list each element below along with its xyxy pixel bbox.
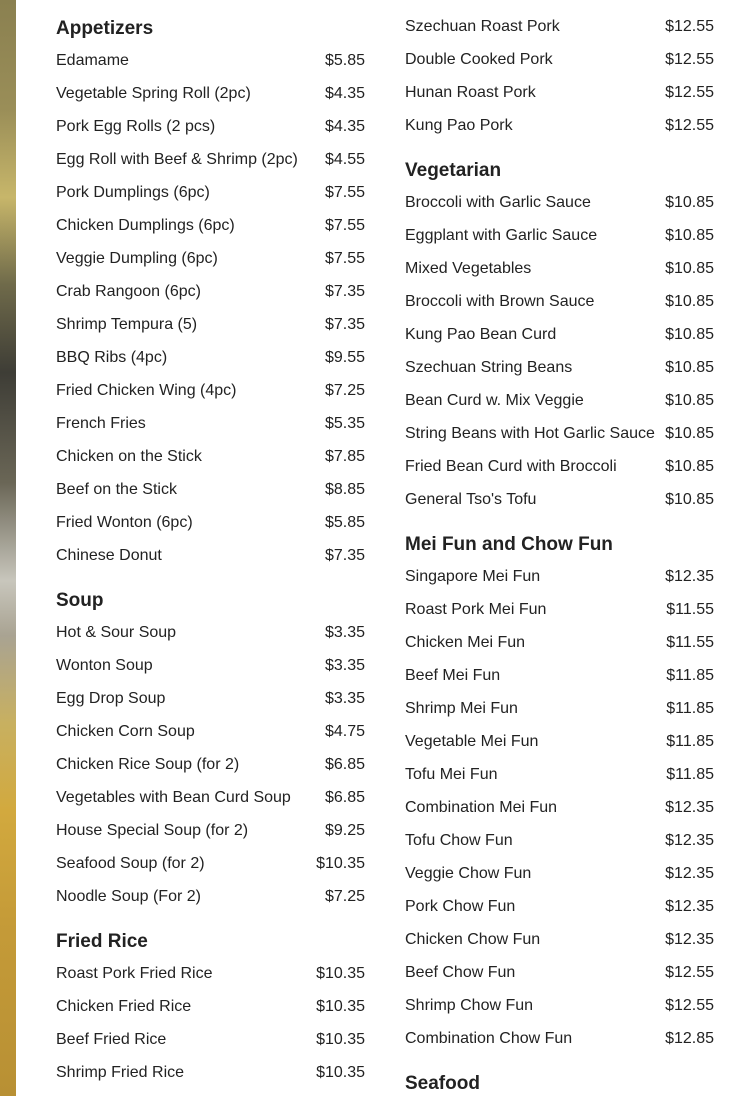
menu-item	[56, 77, 365, 110]
menu-item-name: Chicken Corn Soup	[56, 722, 195, 740]
menu-item	[56, 275, 365, 308]
menu-item-price: $6.85	[324, 755, 365, 773]
menu-item-name: Bean Curd w. Mix Veggie	[405, 391, 584, 409]
menu-item-price: $4.35	[324, 117, 365, 135]
menu-item-name: BBQ Ribs (4pc)	[56, 348, 168, 366]
menu-item	[405, 10, 714, 43]
menu-item-price: $12.55	[665, 116, 714, 134]
menu-item-price: $5.85	[324, 513, 365, 531]
menu-item-price: $12.85	[665, 1029, 714, 1047]
menu-item-price: $12.55	[665, 963, 714, 981]
menu-item	[405, 923, 714, 956]
menu-item-name: Veggie Chow Fun	[405, 864, 532, 882]
menu-page	[16, 0, 750, 1096]
menu-item-price: $10.35	[316, 1030, 365, 1048]
menu-item-name: Chicken Rice Soup (for 2)	[56, 755, 240, 773]
menu-item-name: Crab Rangoon (6pc)	[56, 282, 201, 300]
menu-item	[405, 560, 714, 593]
section-title: Seafood	[405, 1073, 480, 1094]
menu-item-price: $12.55	[665, 17, 714, 35]
menu-item-name: String Beans with Hot Garlic Sauce	[405, 424, 655, 442]
menu-item-name: Hot & Sour Soup	[56, 623, 177, 641]
menu-item-price: $7.35	[324, 282, 365, 300]
menu-item-name: Szechuan String Beans	[405, 358, 573, 376]
menu-item	[405, 626, 714, 659]
menu-item	[405, 109, 714, 142]
menu-item	[405, 76, 714, 109]
menu-item	[56, 616, 365, 649]
menu-item	[405, 450, 714, 483]
menu-item-name: Pork Egg Rolls (2 pcs)	[56, 117, 216, 135]
menu-item-name: Wonton Soup	[56, 656, 153, 674]
menu-item	[405, 791, 714, 824]
menu-item-price: $10.35	[316, 964, 365, 982]
section-title: Vegetarian	[405, 160, 502, 181]
menu-item-price: $6.85	[324, 788, 365, 806]
menu-item-price: $5.85	[324, 51, 365, 69]
menu-item	[405, 725, 714, 758]
menu-item	[56, 748, 365, 781]
menu-item-name: General Tso's Tofu	[405, 490, 537, 508]
menu-column-right	[405, 0, 714, 1099]
menu-item-name: Tofu Mei Fun	[405, 765, 498, 783]
menu-item-price: $7.25	[324, 381, 365, 399]
menu-item-price: $10.35	[316, 1063, 365, 1081]
menu-item-price: $11.85	[666, 765, 714, 783]
menu-item-price: $12.35	[665, 930, 714, 948]
menu-item-price: $7.55	[324, 216, 365, 234]
menu-item	[405, 318, 714, 351]
menu-item	[56, 990, 365, 1023]
section-spacer	[405, 0, 714, 10]
menu-item	[56, 781, 365, 814]
menu-item-price: $11.85	[666, 699, 714, 717]
menu-item-price: $12.35	[665, 831, 714, 849]
menu-item-price: $3.35	[324, 689, 365, 707]
menu-item	[56, 1056, 365, 1089]
menu-item	[56, 715, 365, 748]
menu-item-price: $10.85	[665, 193, 714, 211]
menu-item-price: $10.85	[665, 457, 714, 475]
menu-item-name: French Fries	[56, 414, 146, 432]
menu-item-price: $10.85	[665, 490, 714, 508]
section-title: Fried Rice	[56, 931, 148, 952]
menu-item-price: $12.35	[665, 798, 714, 816]
menu-item	[56, 539, 365, 572]
section-title: Soup	[56, 590, 104, 611]
menu-item-price: $7.35	[324, 546, 365, 564]
menu-item-price: $10.85	[665, 226, 714, 244]
menu-item-name: Vegetable Mei Fun	[405, 732, 539, 750]
menu-item-name: Chicken Fried Rice	[56, 997, 192, 1015]
menu-item-name: Combination Mei Fun	[405, 798, 558, 816]
menu-item-name: Chinese Donut	[56, 546, 162, 564]
menu-item	[56, 341, 365, 374]
menu-item	[405, 956, 714, 989]
menu-item	[56, 880, 365, 913]
menu-item-name: Fried Wonton (6pc)	[56, 513, 193, 531]
menu-item-price: $10.85	[665, 391, 714, 409]
section-title: Mei Fun and Chow Fun	[405, 534, 613, 555]
menu-item	[405, 989, 714, 1022]
menu-item	[56, 506, 365, 539]
menu-item	[56, 440, 365, 473]
menu-item	[56, 242, 365, 275]
menu-item-price: $12.55	[665, 50, 714, 68]
menu-item	[405, 890, 714, 923]
menu-item-name: Vegetables with Bean Curd Soup	[56, 788, 291, 806]
menu-item-price: $8.85	[324, 480, 365, 498]
menu-item	[405, 857, 714, 890]
menu-item-name: Beef Chow Fun	[405, 963, 516, 981]
menu-item-name: Singapore Mei Fun	[405, 567, 541, 585]
menu-item-name: Pork Chow Fun	[405, 897, 516, 915]
menu-section-vegetarian	[405, 156, 714, 516]
menu-item-name: Beef Fried Rice	[56, 1030, 167, 1048]
menu-item-name: Tofu Chow Fun	[405, 831, 513, 849]
menu-item-name: Shrimp Chow Fun	[405, 996, 534, 1014]
menu-item	[405, 43, 714, 76]
menu-item-price: $10.35	[316, 997, 365, 1015]
menu-item-name: Hunan Roast Pork	[405, 83, 536, 101]
menu-item-name: Egg Drop Soup	[56, 689, 166, 707]
menu-section-seafood	[405, 1069, 714, 1099]
menu-item-price: $7.25	[324, 887, 365, 905]
menu-item-price: $7.35	[324, 315, 365, 333]
menu-item-price: $11.85	[666, 666, 714, 684]
menu-item	[56, 649, 365, 682]
menu-item-price: $7.55	[324, 249, 365, 267]
menu-item-name: Double Cooked Pork	[405, 50, 553, 68]
menu-item-price: $3.35	[324, 656, 365, 674]
menu-item	[405, 593, 714, 626]
menu-item-price: $12.35	[665, 567, 714, 585]
menu-item-price: $10.85	[665, 259, 714, 277]
menu-item-name: Mixed Vegetables	[405, 259, 532, 277]
menu-item	[405, 219, 714, 252]
menu-item-name: Szechuan Roast Pork	[405, 17, 560, 35]
menu-item-name: Chicken Chow Fun	[405, 930, 541, 948]
menu-item-name: Fried Chicken Wing (4pc)	[56, 381, 237, 399]
menu-section-mei-fun-and-chow-fun	[405, 530, 714, 1055]
menu-item	[405, 1022, 714, 1055]
menu-item-name: Chicken on the Stick	[56, 447, 202, 465]
menu-item-price: $4.55	[324, 150, 365, 168]
menu-item	[405, 758, 714, 791]
menu-item-price: $12.55	[665, 996, 714, 1014]
menu-item-name: Vegetable Spring Roll (2pc)	[56, 84, 251, 102]
menu-item-name: Fried Bean Curd with Broccoli	[405, 457, 617, 475]
menu-item	[405, 252, 714, 285]
menu-item	[405, 417, 714, 450]
menu-item	[56, 814, 365, 847]
menu-item-name: Edamame	[56, 51, 129, 69]
menu-item	[405, 351, 714, 384]
menu-item-price: $11.55	[666, 600, 714, 618]
menu-section-appetizers	[56, 14, 365, 572]
menu-item-name: Roast Pork Mei Fun	[405, 600, 547, 618]
menu-item	[405, 824, 714, 857]
menu-section-soup	[56, 586, 365, 913]
menu-item-price: $9.55	[324, 348, 365, 366]
section-title: Appetizers	[56, 18, 154, 39]
menu-item-name: Kung Pao Pork	[405, 116, 513, 134]
menu-item-name: Broccoli with Garlic Sauce	[405, 193, 591, 211]
menu-item-name: Pork Dumplings (6pc)	[56, 183, 210, 201]
menu-item	[56, 308, 365, 341]
menu-item-name: Shrimp Mei Fun	[405, 699, 518, 717]
menu-item-price: $4.35	[324, 84, 365, 102]
background-photo-strip	[0, 0, 16, 1096]
menu-section-fried-rice	[56, 927, 365, 1089]
menu-item-name: Roast Pork Fried Rice	[56, 964, 213, 982]
menu-item	[56, 110, 365, 143]
menu-item-name: Broccoli with Brown Sauce	[405, 292, 595, 310]
menu-item	[405, 384, 714, 417]
menu-item-name: Beef on the Stick	[56, 480, 177, 498]
menu-item	[405, 483, 714, 516]
menu-item-name: Kung Pao Bean Curd	[405, 325, 557, 343]
menu-item-price: $9.25	[324, 821, 365, 839]
menu-item	[405, 186, 714, 219]
menu-item	[56, 176, 365, 209]
menu-item	[56, 209, 365, 242]
menu-item	[56, 374, 365, 407]
menu-item-price: $5.35	[324, 414, 365, 432]
menu-item-price: $10.85	[665, 424, 714, 442]
menu-item-name: Eggplant with Garlic Sauce	[405, 226, 598, 244]
menu-item	[56, 143, 365, 176]
menu-item	[405, 285, 714, 318]
menu-item	[56, 957, 365, 990]
menu-item-price: $12.35	[665, 864, 714, 882]
menu-item-price: $12.55	[665, 83, 714, 101]
menu-item	[56, 407, 365, 440]
menu-section-continued	[405, 0, 714, 142]
menu-item	[405, 692, 714, 725]
menu-item-name: Veggie Dumpling (6pc)	[56, 249, 218, 267]
menu-item-price: $10.85	[665, 292, 714, 310]
menu-item-price: $4.75	[324, 722, 365, 740]
menu-item-name: Seafood Soup (for 2)	[56, 854, 205, 872]
menu-item	[405, 659, 714, 692]
menu-item-name: Egg Roll with Beef & Shrimp (2pc)	[56, 150, 298, 168]
menu-item-price: $10.35	[316, 854, 365, 872]
menu-item	[56, 847, 365, 880]
menu-item-price: $10.85	[665, 325, 714, 343]
menu-item-name: Chicken Mei Fun	[405, 633, 526, 651]
menu-item-price: $7.85	[324, 447, 365, 465]
menu-item-name: Shrimp Tempura (5)	[56, 315, 198, 333]
menu-item	[56, 1023, 365, 1056]
menu-item-price: $7.55	[324, 183, 365, 201]
menu-item	[56, 682, 365, 715]
menu-item-name: Noodle Soup (For 2)	[56, 887, 201, 905]
menu-item-price: $3.35	[324, 623, 365, 641]
menu-item-name: House Special Soup (for 2)	[56, 821, 249, 839]
menu-item-price: $11.85	[666, 732, 714, 750]
menu-item-name: Combination Chow Fun	[405, 1029, 573, 1047]
menu-column-left	[56, 0, 365, 1089]
menu-item-name: Chicken Dumplings (6pc)	[56, 216, 235, 234]
menu-item-name: Shrimp Fried Rice	[56, 1063, 185, 1081]
menu-item	[56, 473, 365, 506]
menu-item-name: Beef Mei Fun	[405, 666, 501, 684]
menu-item-price: $12.35	[665, 897, 714, 915]
menu-item-price: $11.55	[666, 633, 714, 651]
menu-item-price: $10.85	[665, 358, 714, 376]
menu-item	[56, 44, 365, 77]
